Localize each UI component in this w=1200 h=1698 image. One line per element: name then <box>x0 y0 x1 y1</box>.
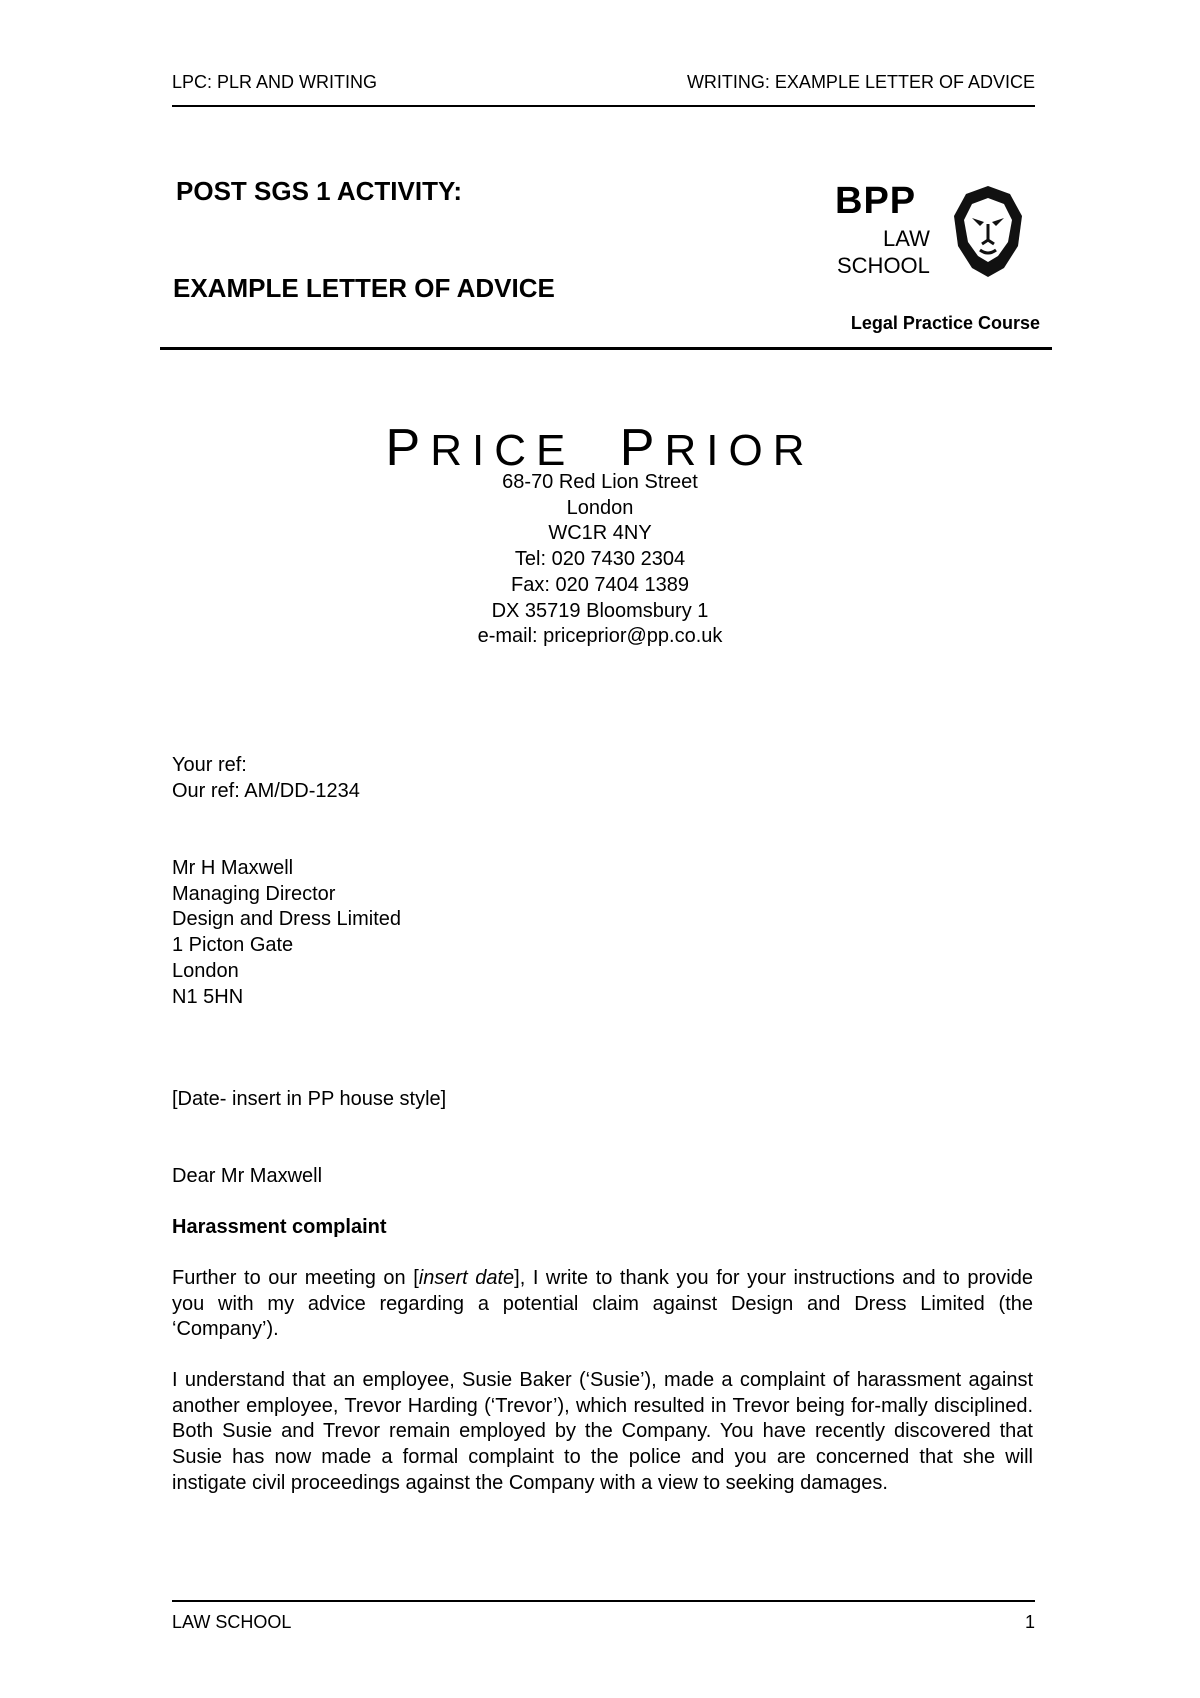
footer-left: LAW SCHOOL <box>172 1612 292 1632</box>
firm-address <box>0 470 1200 650</box>
subject-heading: Harassment complaint <box>172 1216 387 1238</box>
firm-name-part-1: RICE <box>430 426 576 475</box>
address-line: London <box>566 496 634 519</box>
document-title: EXAMPLE LETTER OF ADVICE <box>173 273 555 303</box>
firm-name-part-2: RIOR <box>664 426 815 475</box>
paragraph-1-text: Further to our meeting on [ <box>172 1267 419 1289</box>
firm-name <box>0 418 1200 478</box>
recipient-line: Managing Director <box>172 882 336 905</box>
logo-school-text: SCHOOL <box>837 253 930 278</box>
email-line: e-mail: priceprior@pp.co.uk <box>477 625 723 648</box>
address-line: 68-70 Red Lion Street <box>502 471 698 493</box>
firm-initial-1: P <box>385 419 431 477</box>
recipient-line: London <box>172 959 239 982</box>
recipient-line: N1 5HN <box>172 985 244 1008</box>
telephone-line: Tel: 020 7430 2304 <box>514 548 686 571</box>
logo-bpp-text: BPP <box>835 180 917 222</box>
running-header-right: WRITING: EXAMPLE LETTER OF ADVICE <box>686 72 1035 92</box>
fax-line: Fax: 020 7404 1389 <box>511 573 689 596</box>
header-rule <box>172 105 1035 107</box>
paragraph-2: I understand that an employee, Susie Baker (‘Susie’), made a complaint of harassment against another employee, Trevor Harding (‘Trevor’), which resulted in Trevor being for-mally disciplined. Both Susie and Trevor remain employed by the Company. You have recently discovered that Susie has now made a formal complaint to the police and you are concerned that she will instigate civil proceedings against the Company with a view to seeking damages. <box>172 1369 1033 1494</box>
footer-rule <box>172 1600 1035 1602</box>
running-header-left: LPC: PLR AND WRITING <box>172 72 378 92</box>
firm-initial-2: P <box>619 419 665 477</box>
recipient-line: Mr H Maxwell <box>172 857 294 879</box>
course-label: Legal Practice Course <box>850 313 1040 333</box>
date-placeholder: [Date- insert in PP house style] <box>172 1088 447 1110</box>
salutation: Dear Mr Maxwell <box>172 1165 323 1187</box>
your-ref: Your ref: <box>172 754 247 776</box>
address-line: WC1R 4NY <box>548 522 652 545</box>
page-number: 1 <box>1024 1612 1035 1632</box>
references <box>172 753 360 804</box>
paragraph-1-text: ], I write to thank you for your instructions and to provide you with my advice regarding a potential claim against Design and Dress Limited (the ‘Company’). <box>172 1267 1033 1341</box>
insert-date-placeholder: insert date <box>418 1267 515 1289</box>
our-ref: Our ref: AM/DD-1234 <box>172 779 360 802</box>
recipient-line: Design and Dress Limited <box>172 908 401 931</box>
activity-title: POST SGS 1 ACTIVITY: <box>176 176 463 206</box>
paragraph-1 <box>172 1266 1033 1343</box>
dx-line: DX 35719 Bloomsbury 1 <box>491 599 709 622</box>
lion-head-icon <box>952 184 1024 279</box>
bpp-law-school-logo <box>835 180 1025 285</box>
cover-rule <box>160 347 1052 350</box>
logo-law-text: LAW <box>883 226 930 251</box>
recipient-address <box>172 856 401 1010</box>
recipient-line: 1 Picton Gate <box>172 934 294 957</box>
